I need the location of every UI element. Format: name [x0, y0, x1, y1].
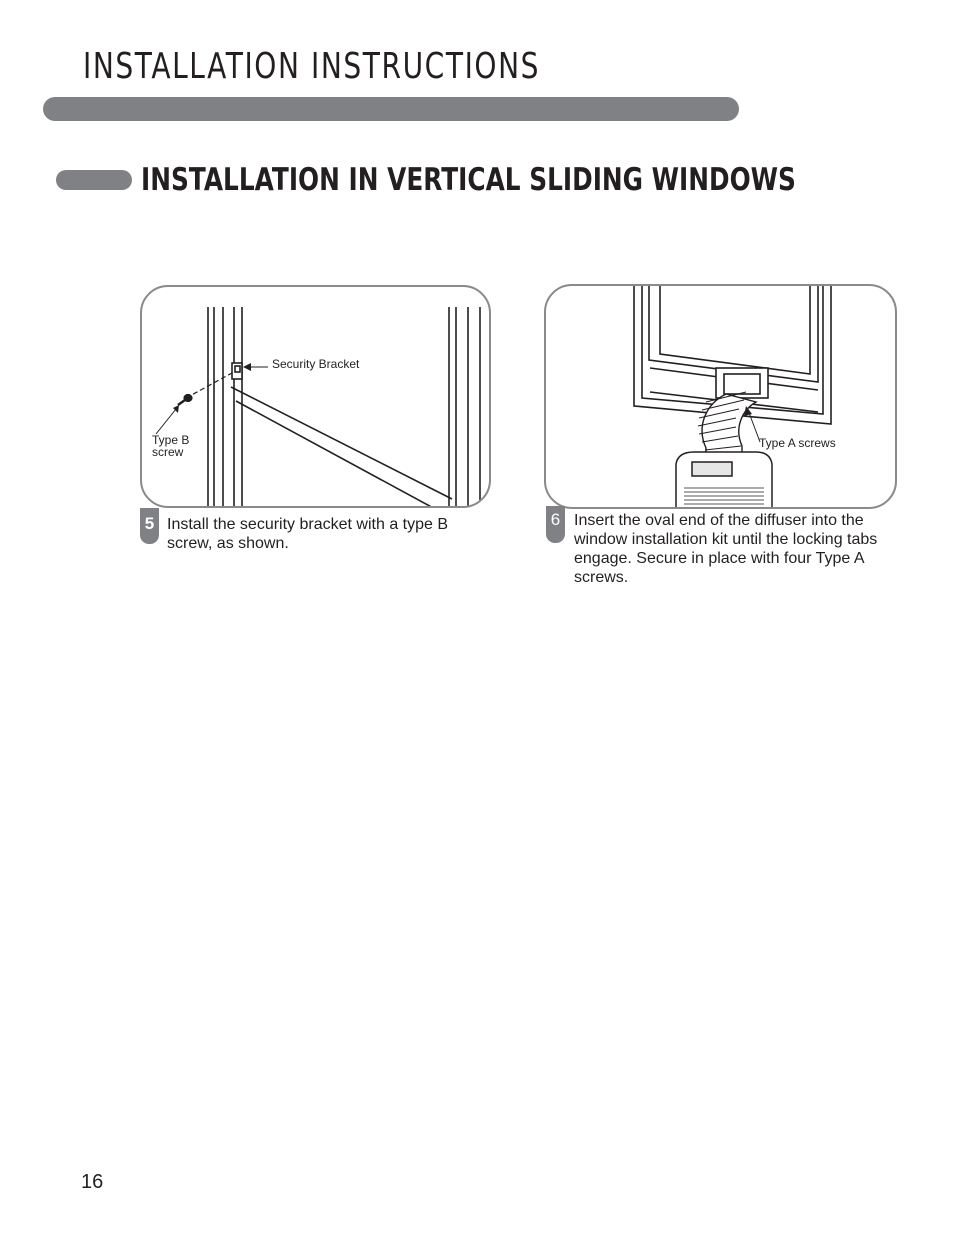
step-6-text: Insert the oval end of the diffuser into the window installation kit until the locking tabs engage. Secure in place with four Type A screws. [574, 512, 878, 586]
callout-type-a-screws: Type A screws [759, 436, 836, 450]
callout-security-bracket: Security Bracket [272, 357, 360, 371]
section-marker-pill [56, 170, 132, 190]
step-6-illustration [544, 284, 897, 509]
diffuser-window-drawing [546, 286, 897, 509]
page-number: 16 [81, 1171, 104, 1193]
section-title: INSTALLATION IN VERTICAL SLIDING WINDOWS [141, 162, 796, 198]
header-divider-bar [43, 97, 739, 121]
step-5-illustration [140, 285, 491, 508]
step-5-text: Install the security bracket with a type B screw, as shown. [167, 516, 449, 552]
step-6-number-tab: 6 [546, 506, 565, 543]
callout-type-b-screw-line1: Type B [152, 433, 190, 447]
window-bracket-drawing [142, 287, 491, 508]
page-title: INSTALLATION INSTRUCTIONS [83, 46, 541, 87]
step-5-number-tab: 5 [140, 508, 159, 544]
callout-type-b-screw-line2: screw [152, 445, 184, 459]
